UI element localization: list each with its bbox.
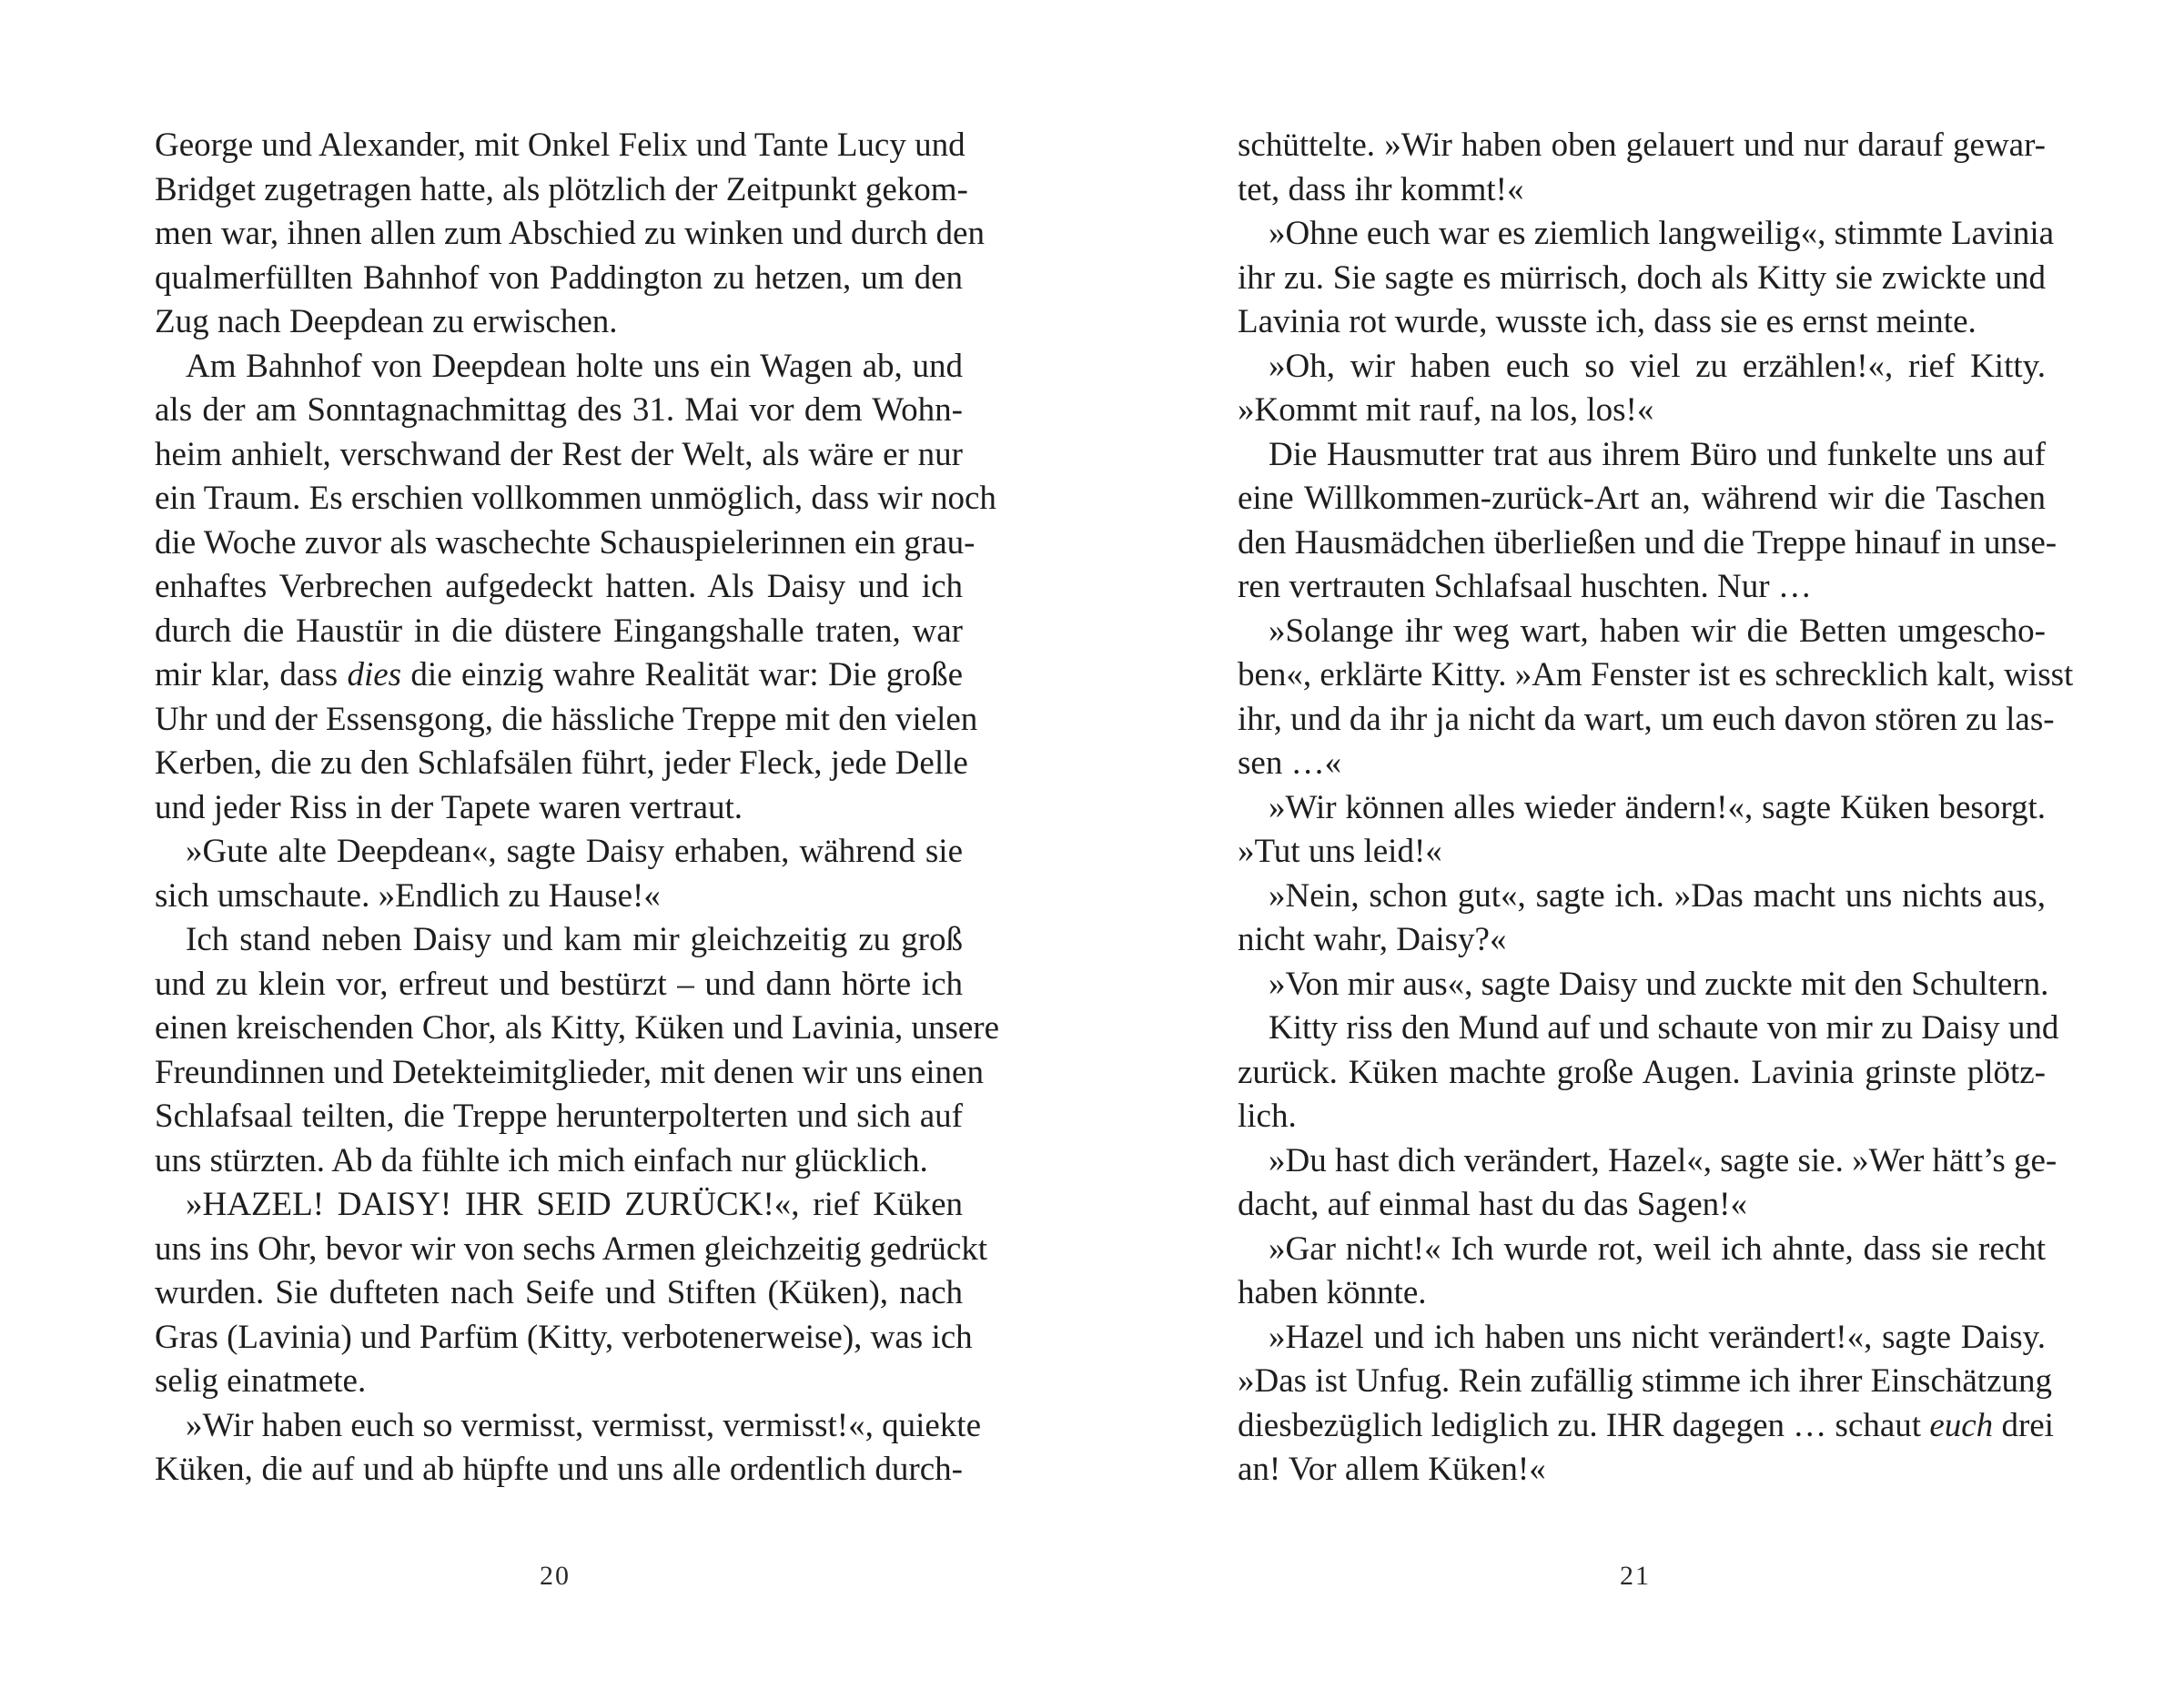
text-line: enhaftes Verbrechen aufgedeckt hatten. Als Daisy und ich [155, 568, 963, 605]
text-line: die Woche zuvor als waschechte Schauspielerinnen ein grau- [155, 523, 976, 562]
text-line: »Gute alte Deepdean«, sagte Daisy erhaben, während sie [186, 833, 963, 870]
italic-emphasis: dies [347, 656, 402, 693]
text-line: einen kreischenden Chor, als Kitty, Küken und Lavinia, unsere [155, 1009, 1000, 1047]
text-line: tet, dass ihr kommt!« [1238, 170, 1524, 208]
text-segment: die einzig wahre Realität war: Die große [401, 656, 963, 693]
text-line: »Hazel und ich haben uns nicht verändert!«, sagte Daisy. [1269, 1318, 2046, 1356]
text-line: und jeder Riss in der Tapete waren vertraut. [155, 788, 743, 826]
text-line: dacht, auf einmal hast du das Sagen!« [1238, 1186, 1747, 1223]
text-line: Schlafsaal teilten, die Treppe herunterpolterten und sich auf [155, 1098, 963, 1135]
text-line: Am Bahnhof von Deepdean holte uns ein Wagen ab, und [186, 347, 963, 385]
text-line: wurden. Sie dufteten nach Seife und Stiften (Küken), nach [155, 1274, 963, 1311]
text-line: uns ins Ohr, bevor wir von sechs Armen gleichzeitig gedrückt [155, 1229, 988, 1268]
text-line: ihr zu. Sie sagte es mürrisch, doch als Kitty sie zwickte und [1238, 258, 2046, 297]
text-line: an! Vor allem Küken!« [1238, 1451, 1546, 1488]
text-line: »Kommt mit rauf, na los, los!« [1238, 391, 1654, 429]
text-line: Gras (Lavinia) und Parfüm (Kitty, verbotenerweise), was ich [155, 1318, 973, 1356]
text-line: und zu klein vor, erfreut und bestürzt – und dann hörte ich [155, 965, 963, 1003]
text-line: lich. [1238, 1098, 1297, 1135]
text-line: »Oh, wir haben euch so viel zu erzählen!«, rief Kitty. [1269, 347, 2046, 385]
text-line: »Wir können alles wieder ändern!«, sagte Küken besorgt. [1269, 788, 2046, 826]
text-line: ben«, erklärte Kitty. »Am Fenster ist es schrecklich kalt, wisst [1238, 656, 2074, 693]
text-line: »Tut uns leid!« [1238, 833, 1442, 870]
text-line: »Wir haben euch so vermisst, vermisst, vermisst!«, quiekte [186, 1406, 981, 1444]
text-line: »Von mir aus«, sagte Daisy und zuckte mit den Schultern. [1269, 965, 2049, 1003]
text-line: uns stürzten. Ab da fühlte ich mich einfach nur glücklich. [155, 1141, 928, 1179]
text-line: Uhr und der Essensgong, die hässliche Treppe mit den vielen [155, 700, 978, 738]
text-line: Freundinnen und Detekteimitglieder, mit denen wir uns einen [155, 1053, 984, 1091]
text-line: ren vertrauten Schlafsaal huschten. Nur … [1238, 568, 1812, 605]
text-line: Ich stand neben Daisy und kam mir gleichzeitig zu groß [186, 921, 963, 958]
right-page-text [1238, 124, 2074, 1493]
text-line [1238, 1404, 2054, 1449]
text-line: selig einatmete. [155, 1362, 367, 1400]
text-line: nicht wahr, Daisy?« [1238, 921, 1507, 958]
right-page-number: 21 [1620, 1561, 1651, 1591]
text-line: qualmerfüllten Bahnhof von Paddington zu hetzen, um den [155, 258, 963, 297]
text-line: Zug nach Deepdean zu erwischen. [155, 303, 618, 340]
left-page-number: 20 [540, 1561, 571, 1591]
left-page-text [155, 124, 1000, 1493]
text-line: men war, ihnen allen zum Abschied zu winken und durch den [155, 215, 985, 252]
text-line: Küken, die auf und ab hüpfte und uns alle ordentlich durch- [155, 1451, 963, 1488]
text-line: »Gar nicht!« Ich wurde rot, weil ich ahnte, dass sie recht [1269, 1229, 2046, 1268]
text-line: als der am Sonntagnachmittag des 31. Mai vor dem Wohn- [155, 391, 963, 429]
text-segment: diesbezüglich lediglich zu. IHR dagegen … schaut [1238, 1406, 1930, 1444]
text-line: »Nein, schon gut«, sagte ich. »Das macht uns nichts aus, [1269, 876, 2046, 915]
text-line: ein Traum. Es erschien vollkommen unmöglich, dass wir noch [155, 480, 996, 517]
text-line: »Ohne euch war es ziemlich langweilig«, stimmte Lavinia [1269, 215, 2055, 252]
text-line: George und Alexander, mit Onkel Felix und Tante Lucy und [155, 126, 966, 164]
text-line: durch die Haustür in die düstere Eingangshalle traten, war [155, 612, 963, 650]
text-line: »Das ist Unfug. Rein zufällig stimme ich ihrer Einschätzung [1238, 1362, 2052, 1400]
text-segment: drei [1993, 1406, 2054, 1444]
text-line: Bridget zugetragen hatte, als plötzlich der Zeitpunkt gekom- [155, 170, 968, 208]
right-page [1092, 0, 2184, 1700]
italic-emphasis: euch [1929, 1406, 1994, 1444]
text-line: Lavinia rot wurde, wusste ich, dass sie es ernst meinte. [1238, 303, 1977, 340]
text-line: haben könnte. [1238, 1274, 1427, 1311]
text-line: den Hausmädchen überließen und die Treppe hinauf in unse- [1238, 523, 2058, 562]
text-line: schüttelte. »Wir haben oben gelauert und nur darauf gewar- [1238, 126, 2046, 164]
text-segment: mir klar, dass [155, 656, 348, 693]
text-line: »Solange ihr weg wart, haben wir die Betten umgescho- [1269, 612, 2046, 650]
text-line: sen …« [1238, 744, 1342, 782]
text-line: eine Willkommen-zurück-Art an, während wir die Taschen [1238, 480, 2046, 517]
text-line [155, 653, 963, 698]
text-line: Kerben, die zu den Schlafsälen führt, jeder Fleck, jede Delle [155, 744, 968, 782]
text-line: sich umschaute. »Endlich zu Hause!« [155, 876, 661, 915]
text-line: heim anhielt, verschwand der Rest der Welt, als wäre er nur [155, 435, 963, 473]
text-line: Kitty riss den Mund auf und schaute von mir zu Daisy und [1269, 1009, 2059, 1047]
text-line: »HAZEL! DAISY! IHR SEID ZURÜCK!«, rief Küken [186, 1186, 963, 1223]
text-line: Die Hausmutter trat aus ihrem Büro und funkelte uns auf [1269, 435, 2046, 473]
text-line: ihr, und da ihr ja nicht da wart, um euch davon stören zu las- [1238, 700, 2055, 738]
text-line: »Du hast dich verändert, Hazel«, sagte sie. »Wer hätt’s ge- [1269, 1141, 2058, 1179]
text-line: zurück. Küken machte große Augen. Lavinia grinste plötz- [1238, 1053, 2046, 1091]
